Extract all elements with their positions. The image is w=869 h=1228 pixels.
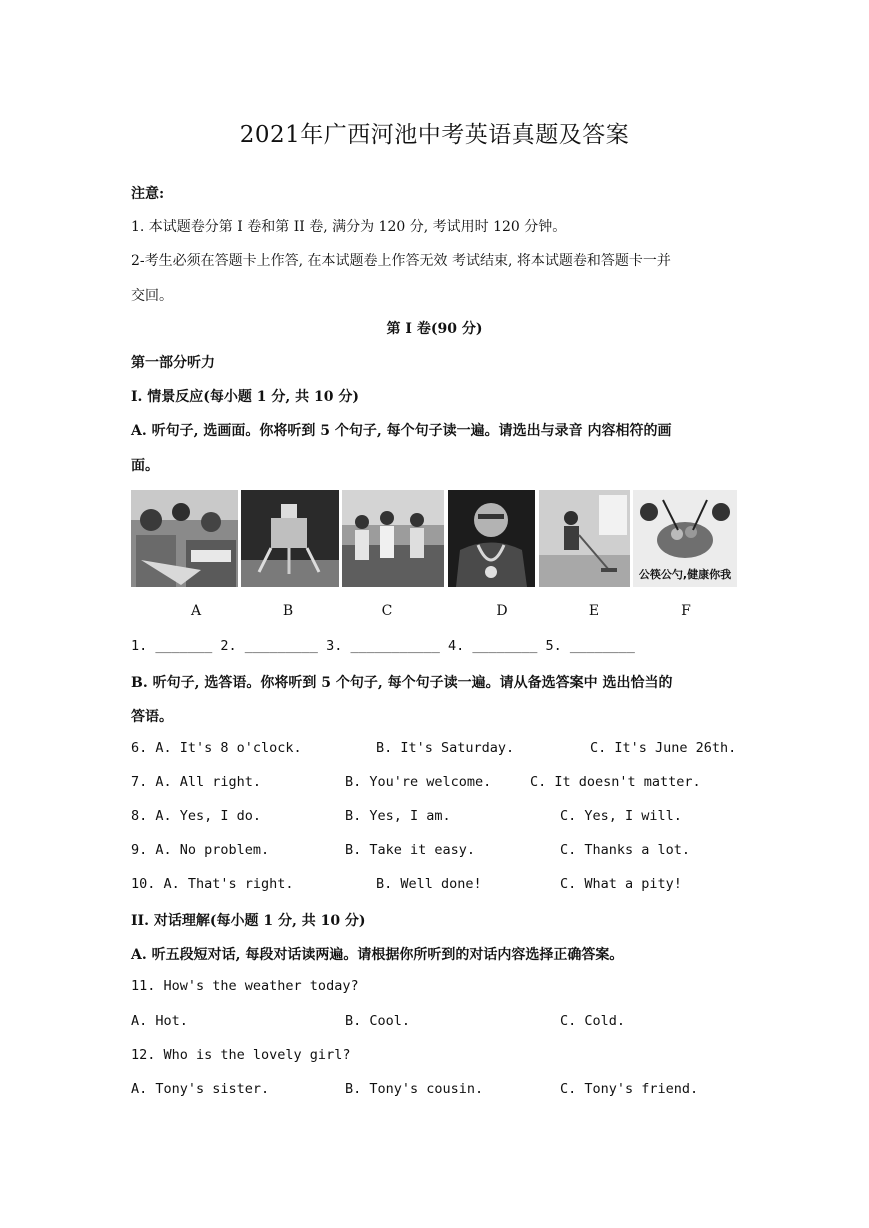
picture-label-a: A: [190, 603, 202, 619]
picture-b-lunar-lander: [241, 490, 339, 587]
section-1a-instruction-line-1: A. 听句子, 选画面。你将听到 5 个句子, 每个句子读一遍。请选出与录音 内容相符的画: [131, 423, 672, 439]
picture-label-f: F: [681, 603, 691, 619]
picture-label-e: E: [588, 603, 600, 619]
page-title: 2021年广西河池中考英语真题及答案: [239, 122, 630, 148]
picture-label-c: C: [381, 603, 393, 619]
q11-stem: 11. How's the weather today?: [131, 978, 359, 994]
section-2-heading: II. 对话理解(每小题 1 分, 共 10 分): [131, 913, 366, 929]
q11-option-c: C. Cold.: [560, 1013, 626, 1029]
q9-option-b: B. Take it easy.: [345, 842, 476, 858]
section-1b-instruction-line-2: 答语。: [131, 709, 173, 725]
picture-e-boy-mopping-floor: [539, 490, 630, 587]
q7-option-c: C. It doesn't matter.: [530, 774, 701, 790]
notice-item-1: 1. 本试题卷分第 I 卷和第 II 卷, 满分为 120 分, 考试用时 120 分钟。: [131, 219, 567, 235]
q10-option-c: C. What a pity!: [560, 876, 682, 892]
q6-option-b: B. It's Saturday.: [376, 740, 515, 756]
section-1b-instruction-line-1: B. 听句子, 选答语。你将听到 5 个句子, 每个句子读一遍。请从备选答案中 选出恰当的: [131, 675, 673, 691]
q10-option-a: 10. A. That's right.: [131, 876, 294, 892]
section-1a-instruction-line-2: 面。: [131, 458, 159, 474]
q12-option-c: C. Tony's friend.: [560, 1081, 699, 1097]
q9-option-a: 9. A. No problem.: [131, 842, 270, 858]
q9-option-c: C. Thanks a lot.: [560, 842, 691, 858]
q12-option-b: B. Tony's cousin.: [345, 1081, 484, 1097]
section-2a-instruction: A. 听五段短对话, 每段对话读两遍。请根据你所听到的对话内容选择正确答案。: [131, 947, 624, 963]
picture-d-man-with-medal: [448, 490, 535, 587]
notice-heading: 注意:: [131, 186, 165, 202]
q7-option-b: B. You're welcome.: [345, 774, 492, 790]
q7-option-a: 7. A. All right.: [131, 774, 262, 790]
part-1-heading: 第一部分听力: [131, 355, 215, 371]
picture-a-students-reading: [131, 490, 238, 587]
q6-option-c: C. It's June 26th.: [590, 740, 737, 756]
q10-option-b: B. Well done!: [376, 876, 482, 892]
q11-option-a: A. Hot.: [131, 1013, 188, 1029]
answer-blanks: 1. _______ 2. _________ 3. ___________ 4. ________ 5. ________: [131, 638, 635, 654]
q12-option-a: A. Tony's sister.: [131, 1081, 270, 1097]
notice-item-2-line-2: 交回。: [131, 288, 173, 304]
q11-option-b: B. Cool.: [345, 1013, 411, 1029]
q8-option-a: 8. A. Yes, I do.: [131, 808, 262, 824]
picture-c-people-in-field: [342, 490, 444, 587]
q8-option-c: C. Yes, I will.: [560, 808, 682, 824]
volume-1-heading: 第 I 卷(90 分): [386, 321, 483, 337]
q6-option-a: 6. A. It's 8 o'clock.: [131, 740, 302, 756]
picture-f-public-chopsticks-poster: [633, 490, 737, 587]
picture-label-b: B: [282, 603, 294, 619]
section-1-heading: I. 情景反应(每小题 1 分, 共 10 分): [131, 389, 360, 405]
notice-item-2-line-1: 2-考生必须在答题卡上作答, 在本试题卷上作答无效 考试结束, 将本试题卷和答题卡一并: [131, 253, 671, 269]
q8-option-b: B. Yes, I am.: [345, 808, 451, 824]
picture-f-caption: 公筷公勺,健康你我: [638, 568, 732, 581]
picture-label-d: D: [496, 603, 508, 619]
q12-stem: 12. Who is the lovely girl?: [131, 1047, 351, 1063]
